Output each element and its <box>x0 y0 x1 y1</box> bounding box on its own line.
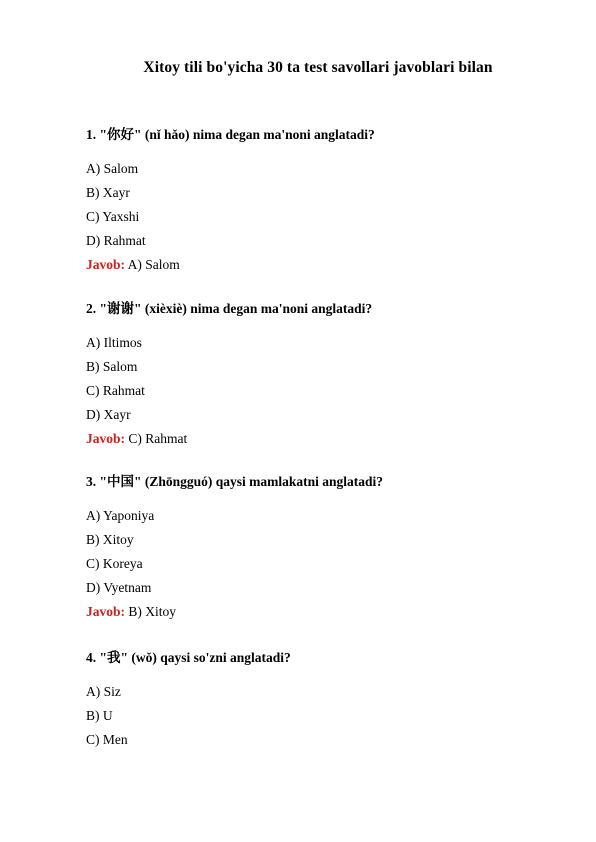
option-d: D) Vyetnam <box>86 580 152 596</box>
option-b: B) Xitoy <box>86 532 134 548</box>
document-title: Xitoy tili bo'yicha 30 ta test savollari javoblari bilan <box>143 59 493 76</box>
answer-label: Javob: <box>86 257 126 273</box>
answer-line <box>86 257 566 273</box>
question-heading: 3. "中国" (Zhōngguó) qaysi mamlakatni anglatadi? <box>86 474 384 489</box>
option-d: D) Xayr <box>86 407 131 423</box>
option-b: B) Salom <box>86 359 138 375</box>
option-a: A) Yaponiya <box>86 508 155 523</box>
answer-line <box>86 431 566 447</box>
option-a: A) Siz <box>86 684 121 699</box>
question-2 <box>86 301 566 447</box>
answer-value: B) Xitoy <box>128 604 177 620</box>
question-3 <box>86 474 566 620</box>
options-list <box>86 684 566 748</box>
option-a: A) Iltimos <box>86 335 142 350</box>
answer-value: A) Salom <box>127 257 180 273</box>
options-list <box>86 335 566 447</box>
option-c: C) Men <box>86 732 128 748</box>
answer-label: Javob: <box>86 604 126 620</box>
answer-value: C) Rahmat <box>128 431 188 447</box>
option-a: A) Salom <box>86 161 139 176</box>
question-heading: 4. "我" (wǒ) qaysi so'zni anglatadi? <box>86 650 291 665</box>
options-list <box>86 161 566 273</box>
question-1 <box>86 127 566 273</box>
option-d: D) Rahmat <box>86 233 146 249</box>
question-heading: 2. "谢谢" (xièxiè) nima degan ma'noni anglatadi? <box>86 301 373 316</box>
option-c: C) Koreya <box>86 556 143 572</box>
option-b: B) Xayr <box>86 185 130 201</box>
answer-label: Javob: <box>86 431 126 447</box>
options-list <box>86 508 566 620</box>
question-heading: 1. "你好" (nǐ hǎo) nima degan ma'noni anglatadi? <box>86 127 375 142</box>
question-4 <box>86 650 566 756</box>
option-c: C) Rahmat <box>86 383 145 399</box>
answer-line <box>86 604 566 620</box>
option-b: B) U <box>86 708 113 724</box>
option-c: C) Yaxshi <box>86 209 140 225</box>
